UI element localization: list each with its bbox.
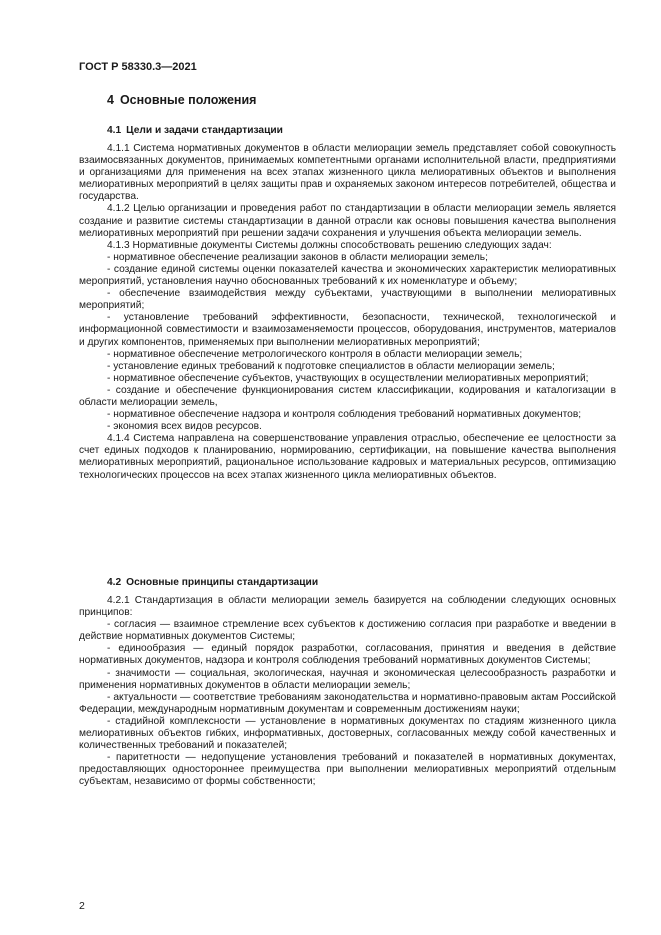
- paragraph: 4.1.3 Нормативные документы Системы должны способствовать решению следующих задач:: [107, 239, 552, 251]
- list-item: - нормативное обеспечение реализации законов в области мелиорации земель;: [107, 251, 488, 263]
- list-item: - актуальности — соответствие требованиям законодательства и нормативно-правовым актам Российской Федерации, международным нормативным документам и современным достижениям науки;: [79, 691, 616, 715]
- list-item: - установление требований эффективности, безопасности, технической, технологической и информационной совместимости и взаимозаменяемости процессов, оборудования, инструментов, материалов и других компонентов, применяемых при выполнении мелиоративных мероприятий;: [79, 312, 616, 348]
- subsection-heading-4-1: [107, 125, 283, 136]
- list-item: - единообразия — единый порядок разработки, согласования, принятия и введения в действие нормативных документов, надзора и контроля соблюдения требований нормативных документов Системы;: [79, 643, 616, 667]
- subsection-4-2-body: [79, 595, 616, 789]
- list-item: - согласия — взаимное стремление всех субъектов к достижению согласия при разработке и введении в действие нормативных документов Системы;: [79, 619, 616, 643]
- list-item: - экономия всех видов ресурсов.: [107, 421, 262, 433]
- subsection-title-text: Цели и задачи стандартизации: [126, 125, 283, 136]
- list-item: - установление единых требований к подготовке специалистов в области мелиорации земель;: [107, 360, 555, 372]
- subsection-number: 4.1: [107, 125, 122, 136]
- subsection-heading-4-2: [107, 577, 318, 588]
- paragraph: 4.1.4 Система направлена на совершенствование управления отраслью, обеспечение ее целостности за счет единых подходов к планированию, нормированию, сертификации, на повышение качества выполнения мелиоративных мероприятий, рациональное использование кадровых и материальных ресурсов, оптимизацию технологических процессов на всех этапах жизненного цикла мелиоративных объектов.: [79, 433, 616, 481]
- paragraph: 4.1.2 Целью организации и проведения работ по стандартизации в области мелиорации земель является создание и развитие системы стандартизации в данной отрасли как основы повышения качества выполнения мелиоративных мероприятий при решении задачи сохранения и улучшения объекта мелиорации земель.: [79, 203, 616, 239]
- section-heading: [107, 93, 256, 107]
- list-item: - значимости — социальная, экологическая, научная и экономическая целесообразность разработки и применения нормативных документов в области мелиорации земель;: [79, 667, 616, 691]
- list-item: - создание единой системы оценки показателей качества и экономических характеристик мелиоративных мероприятий, установления научно обоснованных требований к их номенклатуре и объему;: [79, 263, 616, 288]
- list-item: - паритетности — недопущение установления требований и показателей в нормативных документах, предоставляющих одностороннее преимущества при выполнении мелиоративных мероприятий отдельным субъектам, независимо от формы собственности;: [79, 752, 616, 788]
- paragraph: 4.2.1 Стандартизация в области мелиорации земель базируется на соблюдении следующих основных принципов:: [79, 595, 616, 619]
- subsection-number: 4.2: [107, 577, 122, 588]
- page-number: 2: [79, 900, 85, 912]
- section-title-text: Основные положения: [119, 93, 257, 107]
- section-number: 4: [107, 93, 114, 107]
- subsection-4-1-body: [79, 143, 616, 482]
- list-item: - нормативное обеспечение метрологического контроля в области мелиорации земель;: [107, 348, 523, 360]
- paragraph: 4.1.1 Система нормативных документов в области мелиорации земель представляет собой совокупность взаимосвязанных документов, принимаемых компетентными органами исполнительной власти, предприятиями и организациями для применения на всех этапах жизненного цикла мелиоративных объектов и выполнения мелиоративных мероприятий в целях защиты прав и охраняемых законом интересов потребителей, общества и государства.: [79, 143, 616, 203]
- list-item: - создание и обеспечение функционирования систем классификации, кодирования и каталогизации в области мелиорации земель,: [79, 384, 616, 408]
- list-item: - стадийной комплексности — установление в нормативных документах по стадиям жизненного цикла мелиоративных объектов гибких, информативных, достоверных, согласованных между собой качественных и количественных требований и показателей;: [79, 715, 616, 752]
- list-item: - нормативное обеспечение надзора и контроля соблюдения требований нормативных документов;: [107, 409, 582, 421]
- list-item: - обеспечение взаимодействия между субъектами, участвующими в выполнении мелиоративных мероприятий;: [79, 288, 616, 312]
- list-item: - нормативное обеспечение субъектов, участвующих в осуществлении мелиоративных мероприятий;: [107, 372, 589, 384]
- document-header: ГОСТ Р 58330.3—2021: [79, 61, 197, 73]
- subsection-title-text: Основные принципы стандартизации: [126, 577, 319, 588]
